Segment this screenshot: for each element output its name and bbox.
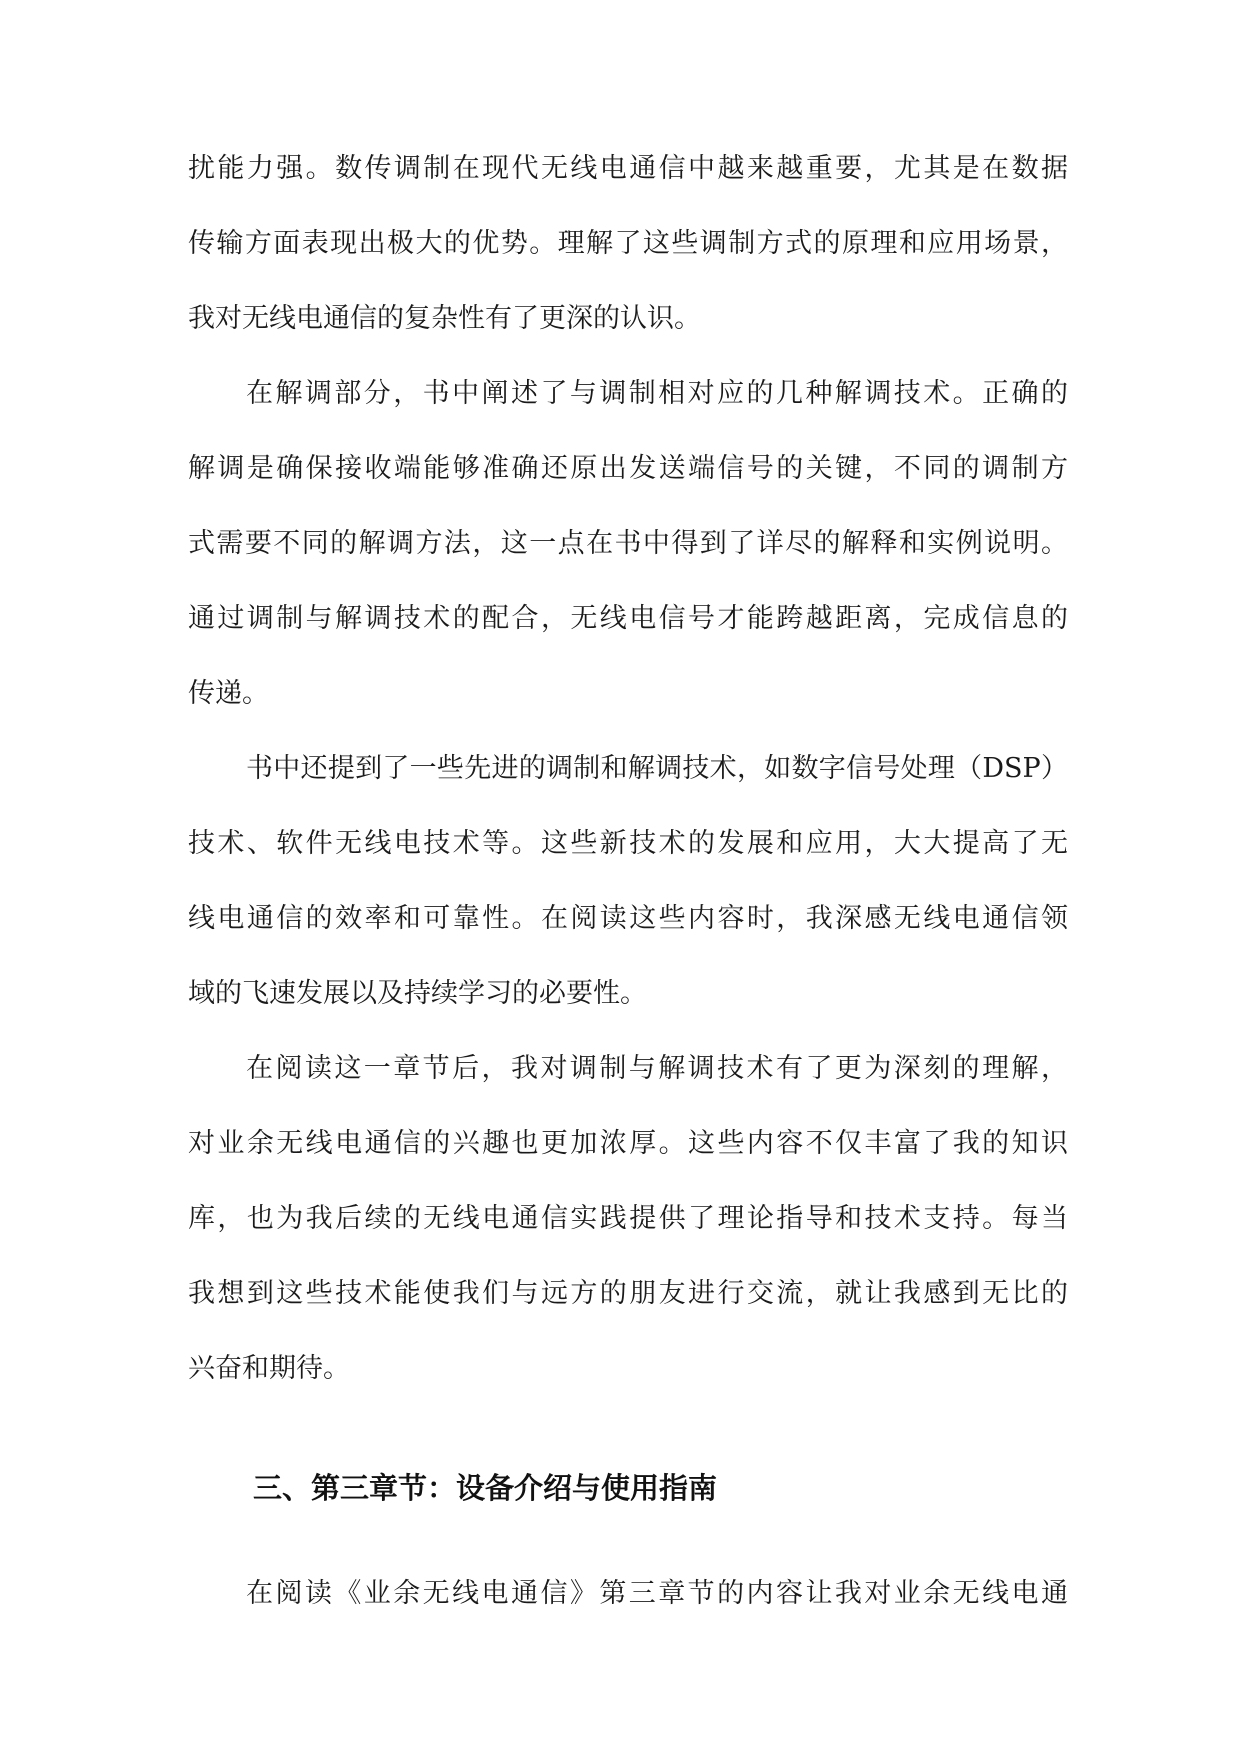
- paragraph-4-line-2: 对业余无线电通信的兴趣也更加浓厚。这些内容不仅丰富了我的知识: [188, 1128, 1068, 1159]
- paragraph-2-line-2: 解调是确保接收端能够准确还原出发送端信号的关键，不同的调制方: [188, 453, 1068, 484]
- paragraph-5-line-1: 在阅读《业余无线电通信》第三章节的内容让我对业余无线电通: [246, 1578, 1068, 1609]
- paragraph-3-line-4: 域的飞速发展以及持续学习的必要性。: [188, 978, 647, 1009]
- paragraph-4-line-5: 兴奋和期待。: [188, 1353, 350, 1384]
- paragraph-3-line-1: 书中还提到了一些先进的调制和解调技术，如数字信号处理（DSP）: [246, 753, 1068, 784]
- paragraph-1-line-2: 传输方面表现出极大的优势。理解了这些调制方式的原理和应用场景，: [188, 228, 1068, 259]
- paragraph-3-line-2: 技术、软件无线电技术等。这些新技术的发展和应用，大大提高了无: [188, 828, 1068, 859]
- paragraph-3-line-3: 线电通信的效率和可靠性。在阅读这些内容时，我深感无线电通信领: [188, 903, 1068, 934]
- paragraph-4-line-1: 在阅读这一章节后，我对调制与解调技术有了更为深刻的理解，: [246, 1053, 1068, 1084]
- paragraph-2-line-1: 在解调部分，书中阐述了与调制相对应的几种解调技术。正确的: [246, 378, 1068, 409]
- paragraph-4-line-3: 库，也为我后续的无线电通信实践提供了理论指导和技术支持。每当: [188, 1203, 1068, 1234]
- paragraph-1-line-3: 我对无线电通信的复杂性有了更深的认识。: [188, 303, 701, 334]
- paragraph-4-line-4: 我想到这些技术能使我们与远方的朋友进行交流，就让我感到无比的: [188, 1278, 1068, 1309]
- paragraph-1-line-1: 扰能力强。数传调制在现代无线电通信中越来越重要，尤其是在数据: [188, 153, 1068, 184]
- paragraph-2-line-3: 式需要不同的解调方法，这一点在书中得到了详尽的解释和实例说明。: [188, 528, 1068, 559]
- section-heading: 三、第三章节：设备介绍与使用指南: [253, 1471, 718, 1505]
- paragraph-2-line-5: 传递。: [188, 678, 269, 709]
- paragraph-2-line-4: 通过调制与解调技术的配合，无线电信号才能跨越距离，完成信息的: [188, 603, 1068, 634]
